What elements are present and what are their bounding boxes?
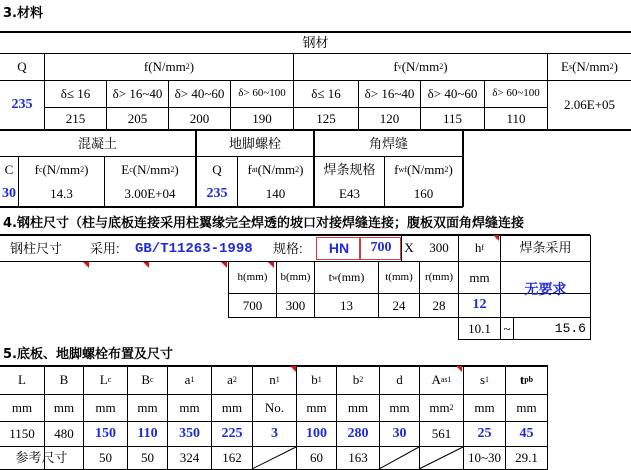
unit-cell: mm [221,400,243,416]
hdr-L: L [18,372,26,388]
hdr-b1: b 1 [311,372,322,388]
value-B: 480 [54,426,74,442]
hf-value-input[interactable]: 12 [472,297,487,313]
value-a1-input[interactable]: 350 [179,425,200,441]
concrete-ec-label: E c (N/mm 2 ) [121,161,179,177]
steel-fv-range: δ> 60~100 [492,87,540,100]
unit-cell: mm [179,400,200,416]
concrete-c-value[interactable]: 30 [2,185,16,201]
steel-f-value: 205 [127,110,148,126]
steel-fv-value: 120 [379,110,400,126]
line [458,339,590,340]
unit-cell: No. [264,400,285,416]
ref-tpb: 29.1 [515,450,538,466]
comment-marker-icon [143,262,149,268]
steel-f-label: f(N/mm 2 ) [143,59,195,75]
concrete-header: 混凝土 [77,135,117,151]
ref-Lc: 50 [99,450,112,466]
hf-label: h f [474,240,485,256]
concrete-fc-label: f c (N/mm 2 ) [34,161,89,177]
section5-title: 5.底板、地脚螺栓布置及尺寸 [3,347,173,362]
hdr-a1: a 1 [184,372,195,388]
anchor-ft-value: 140 [265,186,286,202]
section3-title: 3.材料 [3,6,43,21]
concrete-ec-value: 3.00E+04 [124,186,176,202]
steel-f-range: δ> 16~40 [112,86,163,102]
x-sign: X [404,240,414,256]
steel-f-range: δ> 40~60 [174,86,225,102]
size2-value: 300 [429,240,449,256]
steel-f-range: δ≤ 16 [60,86,91,102]
dim-r-value: 28 [432,297,446,313]
dim-r-label: r(mm) [424,270,454,283]
line [590,235,591,340]
line [547,366,548,470]
unit-cell: mm [516,400,537,416]
comment-marker-icon [83,262,89,268]
concrete-fc-value: 14.3 [50,186,73,202]
ref-a1: 324 [179,450,200,466]
weld-header: 角焊缝 [368,135,408,151]
hdr-n1: n 1 [269,372,280,388]
steel-f-value: 200 [189,110,210,126]
comment-marker-icon [456,366,462,372]
series-select[interactable]: HN [328,239,350,256]
weld-spec-label: 焊条规格 [323,161,376,177]
hdr-d: d [396,372,403,388]
ref-a2: 162 [222,450,242,466]
line [462,130,464,207]
col-size-label: 钢柱尺寸 [10,241,63,256]
series-box [316,237,360,260]
value-s1-input[interactable]: 25 [477,425,492,441]
hdr-s1: s 1 [479,372,490,388]
value-Lc-input[interactable]: 150 [95,425,116,441]
unit-cell: mm [389,400,410,416]
hdr-Bc: B c [141,372,154,388]
hf-unit: mm [469,269,490,285]
value-b2-input[interactable]: 280 [347,425,369,441]
steel-fv-range: δ≤ 16 [311,86,341,102]
dim-h-value: 700 [242,297,263,313]
weld-ffw-value: 160 [413,186,434,202]
steel-f-range: δ> 60~100 [238,87,286,100]
dim-b-value: 300 [285,297,306,313]
weld-spec-value[interactable]: E43 [339,186,360,202]
value-a2-input[interactable]: 225 [221,425,243,441]
value-L: 1150 [9,426,35,442]
unit-cell-mm2: mm 2 [429,400,454,416]
ref-b2: 163 [348,450,368,466]
comment-marker-icon [493,235,499,241]
comment-marker-icon [221,262,227,268]
comment-marker-icon [290,366,296,372]
no-requirement-select[interactable]: 无要求 [524,281,567,298]
dim-t-label: t(mm) [385,270,413,283]
standard-select[interactable]: GB/T11263-1998 [135,241,253,257]
steel-es-value: 2.06E+05 [563,97,616,113]
steel-fv-range: δ> 16~40 [364,86,415,102]
weld-adopt-label: 焊条采用 [519,240,572,256]
steel-header: 钢材 [302,34,329,50]
value-Aas1: 561 [431,426,452,442]
dim-tw-value: 13 [340,297,353,313]
unit-cell: mm [137,400,158,416]
hdr-a2: a 2 [227,372,237,388]
steel-q-value[interactable]: 235 [11,96,33,112]
hf-min: 10.1 [468,320,491,336]
steel-fv-value: 110 [506,110,526,126]
dim-b-label: b(mm) [280,270,311,283]
ref-label: 参考尺寸 [15,450,68,466]
steel-fv-value: 125 [316,110,336,126]
dim-t-value: 24 [392,297,406,313]
value-b1-input[interactable]: 100 [306,425,327,441]
anchor-header: 地脚螺栓 [228,135,281,151]
hdr-b2: b 2 [352,372,364,388]
steel-fv-label: f v (N/mm 2 ) [393,59,448,75]
size1-select[interactable]: 700 [370,239,392,255]
anchor-q-value[interactable]: 235 [206,185,228,201]
steel-q-label: Q [17,59,27,75]
unit-cell: mm [95,400,116,416]
section4-title: 4.钢柱尺寸（柱与底板连接采用柱翼缘完全焊透的坡口对接焊缝连接；腹板双面角焊缝连接 [3,216,524,231]
adopt-label: 采用: [90,241,120,256]
anchor-q-label: Q [212,161,222,177]
steel-es-label: E s (N/mm 2 ) [561,59,618,75]
hf-max: 15.6 [554,320,586,336]
value-d-input[interactable]: 30 [392,425,407,441]
ref-Bc: 50 [141,450,154,466]
anchor-ft-label: f a t (N/mm 2 ) [247,161,304,177]
value-tpb-input[interactable]: 45 [519,425,534,441]
value-n1-input[interactable]: 3 [271,425,278,441]
size1-box [360,237,401,260]
spec-label: 规格: [273,241,303,256]
unit-cell: mm [347,400,369,416]
unit-cell: mm [306,400,327,416]
unit-cell: mm [11,400,33,416]
steel-f-value: 215 [65,110,86,126]
steel-fv-value: 115 [442,110,463,126]
unit-cell: mm [474,400,495,416]
ref-s1: 10~30 [467,450,502,466]
hf-tilde: ~ [503,320,511,336]
ref-b1: 60 [310,450,323,466]
steel-fv-range: δ> 40~60 [427,86,478,102]
line [0,206,463,208]
hdr-Aas1: A a s1 [431,372,452,388]
value-Bc-input[interactable]: 110 [137,425,158,441]
weld-ffw-label: f w f (N/mm 2 ) [394,161,453,177]
dim-tw-label: t w (mm) [328,270,365,285]
dim-h-label: h(mm) [237,270,268,283]
unit-cell: mm [53,400,75,416]
hdr-Lc: L c [99,372,112,388]
steel-f-value: 190 [252,110,272,126]
concrete-c-label: C [4,161,14,177]
hdr-B: B [59,372,69,388]
hdr-tpb: t pb [519,372,534,388]
